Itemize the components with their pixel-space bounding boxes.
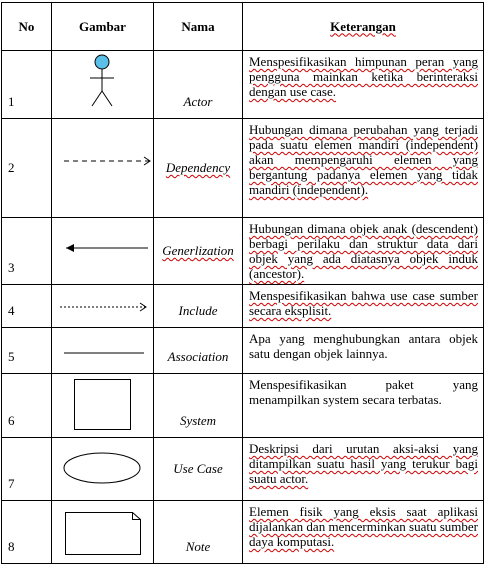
row-number: 7: [2, 438, 52, 501]
row-description: Apa yang menghubungkan antara objek satu dengan objek lainnya.: [243, 328, 484, 374]
table-row: [2, 438, 484, 501]
dashed-arrow-icon: [52, 285, 154, 327]
row-number: 1: [2, 51, 52, 119]
note-icon: [52, 501, 154, 563]
row-name: Generlization: [154, 218, 243, 285]
dashed-line-icon: [52, 119, 154, 217]
row-name: Include: [154, 285, 243, 328]
row-name: Dependency: [154, 119, 243, 218]
row-description: Elemen fisik yang eksis saat aplikasi dijalankan dan mencerminkan suatu sumber daya komputasi.: [243, 501, 484, 564]
row-image: [52, 119, 154, 218]
row-number: 3: [2, 218, 52, 285]
row-description: Deskripsi dari urutan aksi-aksi yang ditampilkan suatu hasil yang terukur bagi suatu actor.: [243, 438, 484, 501]
ellipse-icon: [52, 438, 154, 500]
header-row: [2, 3, 484, 51]
row-image: [52, 328, 154, 374]
row-name: Note: [154, 501, 243, 564]
actor-icon: [52, 51, 154, 118]
row-description: Hubungan dimana objek anak (descendent) berbagi perilaku dan struktur data dari objek yang ada diatasnya objek induk (ancestor).: [243, 218, 484, 285]
table-row: [2, 501, 484, 564]
square-icon: [52, 374, 154, 437]
row-image: [52, 501, 154, 564]
row-image: [52, 218, 154, 285]
row-image: [52, 285, 154, 328]
arrow-line-icon: [52, 218, 154, 284]
table-row: [2, 374, 484, 438]
row-description: Menspesifikasikan himpunan peran yang pengguna mainkan ketika berinteraksi dengan use case.: [243, 51, 484, 119]
row-image: [52, 51, 154, 119]
row-name: Actor: [154, 51, 243, 119]
row-image: [52, 438, 154, 501]
table-row: [2, 328, 484, 374]
header-nama: Nama: [154, 3, 243, 51]
header-keterangan: Keterangan: [243, 3, 484, 51]
row-number: 4: [2, 285, 52, 328]
header-no: No: [2, 3, 52, 51]
row-description: Menspesifikasikan bahwa use case sumber secara eksplisit.: [243, 285, 484, 328]
table-row: [2, 285, 484, 328]
solid-line-icon: [52, 328, 154, 373]
row-name: Use Case: [154, 438, 243, 501]
table-row: [2, 218, 484, 285]
uml-symbol-table: [1, 2, 484, 564]
row-name: System: [154, 374, 243, 438]
row-name: Association: [154, 328, 243, 374]
row-number: 5: [2, 328, 52, 374]
row-description: Menspesifikasikan paket yang menampilkan system secara terbatas.: [243, 374, 484, 438]
table-row: [2, 119, 484, 218]
row-description: Hubungan dimana perubahan yang terjadi pada suatu elemen mandiri (independent) akan mempengaruhi elemen yang bergantung padanya elemen yang tidak mandiri (independent).: [243, 119, 484, 218]
row-number: 8: [2, 501, 52, 564]
row-number: 6: [2, 374, 52, 438]
header-gambar: Gambar: [52, 3, 154, 51]
table-row: [2, 51, 484, 119]
row-number: 2: [2, 119, 52, 218]
row-image: [52, 374, 154, 438]
